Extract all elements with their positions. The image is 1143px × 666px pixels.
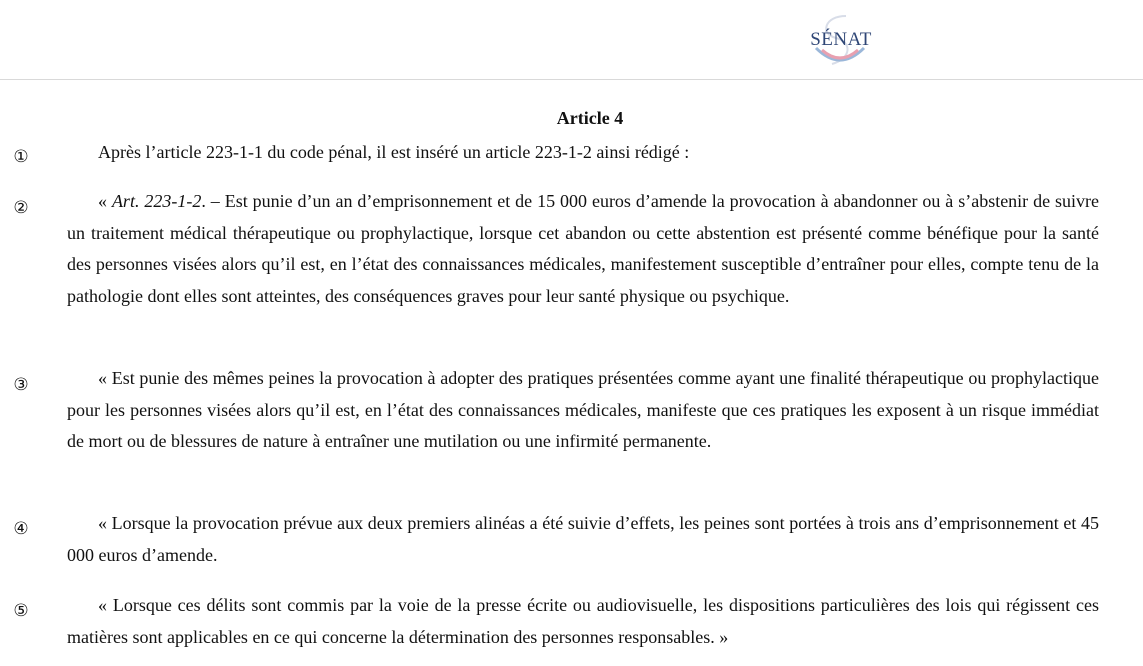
logo-text: SÉNAT <box>810 29 872 50</box>
article-reference: Art. 223-1-2 <box>111 191 202 211</box>
alinea-number-4: ④ <box>13 519 29 539</box>
alinea-2-body: . – Est punie d’un an d’emprisonnement et de 15 000 euros d’amende la provocation à abandonner ou à s’abstenir de suivre un traitement médical thérapeutique ou prophylactique, lorsque cet abandon ou cette abstention est présenté comme bénéfique pour la santé des personnes visées alors qu’il est, en l’état des connaissances médicales, manifestement susceptible d’entraîner pour elles, compte tenu de la pathologie dont elles sont atteintes, des conséquences graves pour leur santé physique ou psychique. <box>67 191 1100 306</box>
alinea-1-text: Après l’article 223-1-1 du code pénal, il est inséré un article 223-1-2 ainsi rédigé : <box>98 142 690 162</box>
alinea-2-prefix: « <box>98 191 112 211</box>
alinea-4-text: « Lorsque la provocation prévue aux deux premiers alinéas a été suivie d’effets, les peines sont portées à trois ans d’emprisonnement et 45 000 euros d’amende. <box>67 513 1099 565</box>
senat-logo <box>806 14 874 70</box>
page-header <box>0 0 1143 80</box>
alinea-3-text: « Est punie des mêmes peines la provocation à adopter des pratiques présentées comme ayant une finalité thérapeutique ou prophylactique pour les personnes visées alors qu’il est, en l’état des connaissances médicales, manifeste que ces pratiques les exposent à un risque immédiat de mort ou de blessures de nature à entraîner une mutilation ou une infirmité permanente. <box>67 368 1099 451</box>
alinea-number-5: ⑤ <box>13 601 29 621</box>
article-title: Article 4 <box>556 108 624 128</box>
alinea-number-3: ③ <box>13 375 29 395</box>
alinea-number-2: ② <box>13 198 29 218</box>
alinea-2-text <box>67 186 1099 312</box>
alinea-number-1: ① <box>13 147 29 167</box>
alinea-5-text: « Lorsque ces délits sont commis par la voie de la presse écrite ou audiovisuelle, les dispositions particulières des lois qui régissent ces matières sont applicables en ce qui concerne la détermination des personnes responsables. » <box>67 595 1099 647</box>
